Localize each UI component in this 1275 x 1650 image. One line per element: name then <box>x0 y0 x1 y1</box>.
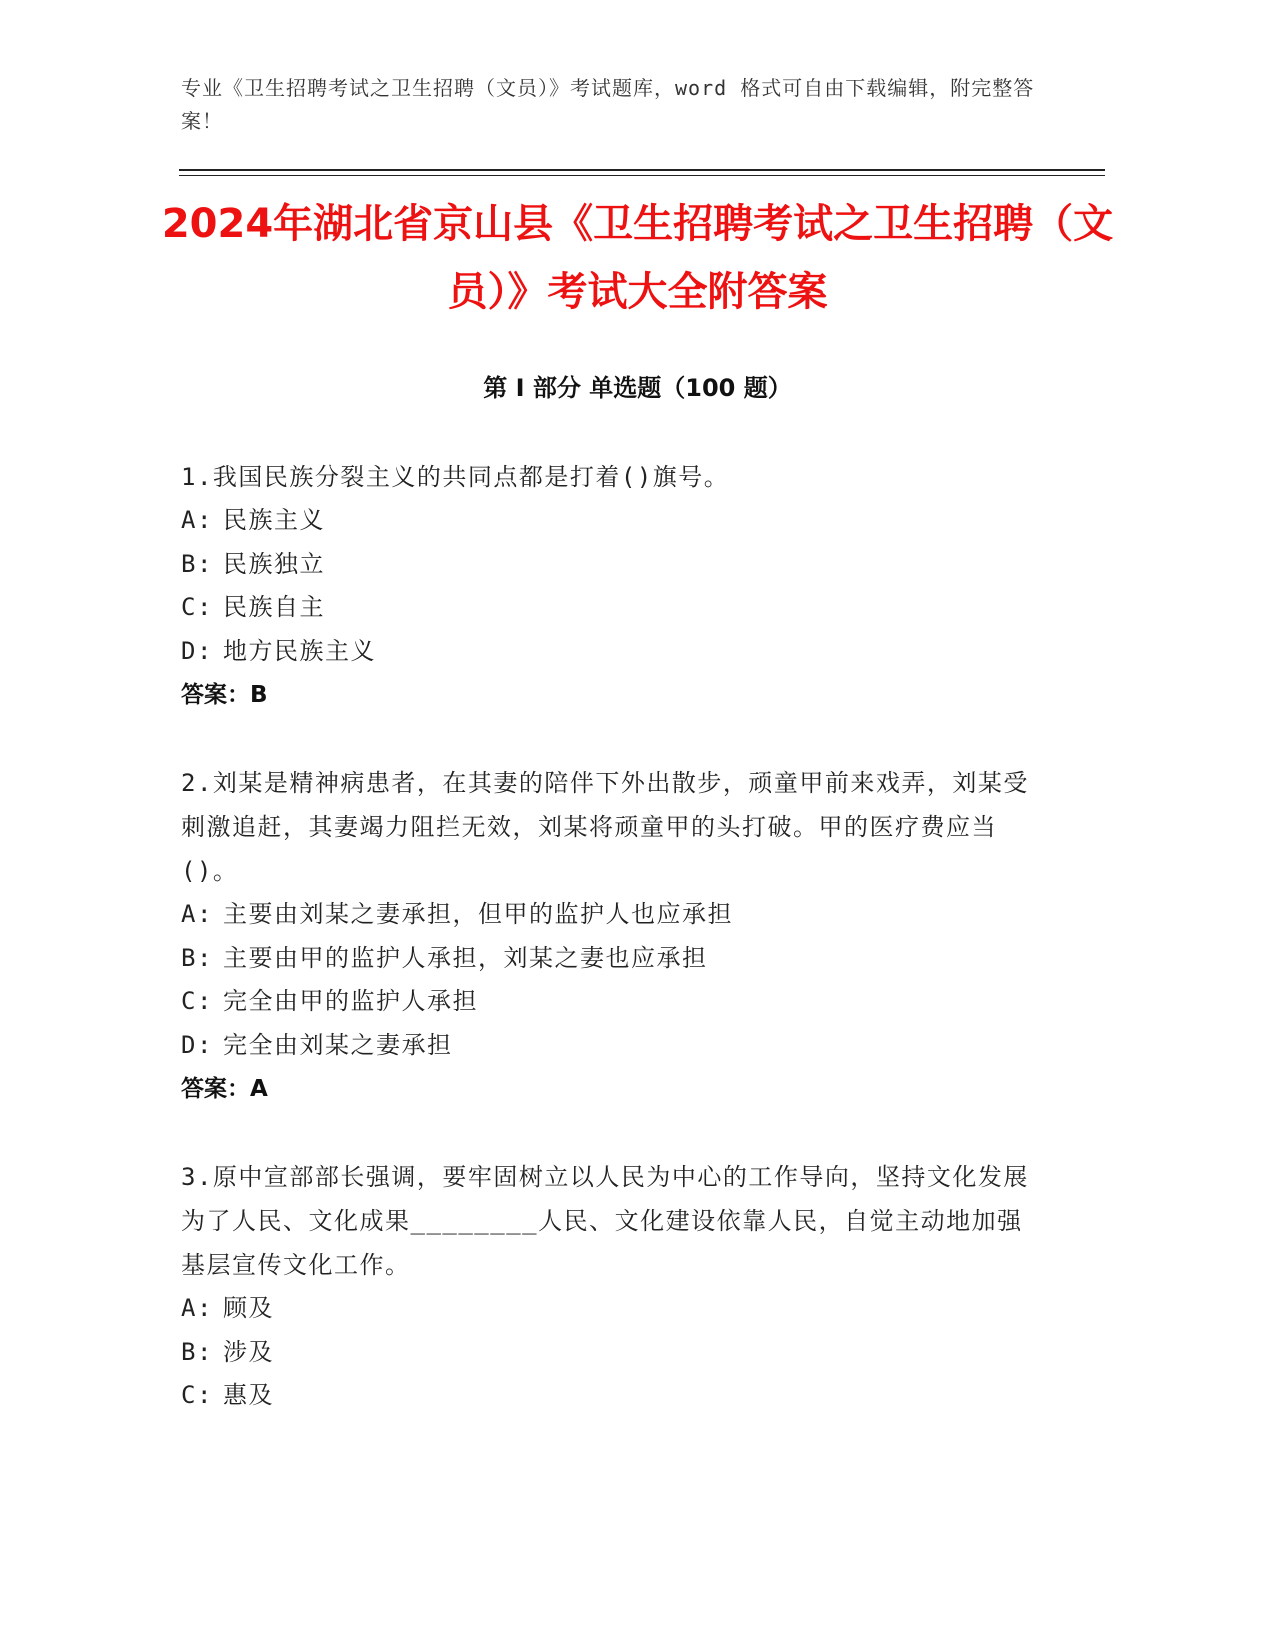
option-a <box>181 499 1031 543</box>
question-1 <box>181 455 1031 717</box>
option-letter: C: <box>181 1381 213 1409</box>
option-letter: B: <box>181 1337 213 1366</box>
option-letter: A: <box>181 900 213 928</box>
question-stem: 2.刘某是精神病患者，在其妻的陪伴下外出散步，顽童甲前来戏弄，刘某受刺激追赶，其妻竭力阻拦无效，刘某将顽童甲的头打破。甲的医疗费应当()。 <box>181 769 1029 885</box>
document-title: 2024年湖北省京山县《卫生招聘考试之卫生招聘（文员）》考试大全附答案 <box>161 201 1114 315</box>
header-note: 专业《卫生招聘考试之卫生招聘（文员）》考试题库，word 格式可自由下载编辑，附完整答案！ <box>181 76 1035 133</box>
question-list <box>181 455 1031 1462</box>
section-heading: 第 I 部分 单选题（100 题） <box>483 374 792 402</box>
header-divider-thick <box>179 169 1105 171</box>
option-letter: D: <box>181 636 213 665</box>
option-c <box>181 586 1031 630</box>
option-b <box>181 543 1031 587</box>
question-stem: 1.我国民族分裂主义的共同点都是打着()旗号。 <box>181 463 730 491</box>
option-text: 地方民族主义 <box>223 636 376 665</box>
header-divider-thin <box>179 175 1105 176</box>
option-text: 顾及 <box>223 1294 274 1322</box>
option-d <box>181 630 1031 674</box>
answer-line: 答案：A <box>181 1076 268 1102</box>
question-3 <box>181 1155 1031 1418</box>
option-letter: C: <box>181 593 213 621</box>
option-a <box>181 893 1031 937</box>
question-stem: 3.原中宣部部长强调，要牢固树立以人民为中心的工作导向，坚持文化发展为了人民、文化成果________人民、文化建设依靠人民，自觉主动地加强基层宣传文化工作。 <box>181 1163 1029 1279</box>
option-d <box>181 1024 1031 1068</box>
option-letter: B: <box>181 549 213 578</box>
option-text: 民族主义 <box>223 506 325 534</box>
option-c <box>181 1374 1031 1418</box>
option-text: 主要由甲的监护人承担，刘某之妻也应承担 <box>223 943 708 972</box>
option-b <box>181 1331 1031 1375</box>
option-letter: D: <box>181 1030 213 1059</box>
option-a <box>181 1287 1031 1331</box>
option-text: 民族自主 <box>223 593 325 621</box>
option-b <box>181 937 1031 981</box>
option-text: 完全由刘某之妻承担 <box>223 1030 453 1059</box>
option-letter: B: <box>181 943 213 972</box>
option-text: 惠及 <box>223 1381 274 1409</box>
option-letter: A: <box>181 1294 213 1322</box>
option-text: 主要由刘某之妻承担，但甲的监护人也应承担 <box>223 900 733 928</box>
option-letter: C: <box>181 987 213 1015</box>
question-2 <box>181 761 1031 1111</box>
answer-line: 答案：B <box>181 682 268 708</box>
option-text: 完全由甲的监护人承担 <box>223 987 478 1015</box>
option-letter: A: <box>181 506 213 534</box>
option-text: 民族独立 <box>223 549 325 578</box>
option-text: 涉及 <box>223 1337 274 1366</box>
option-c <box>181 980 1031 1024</box>
